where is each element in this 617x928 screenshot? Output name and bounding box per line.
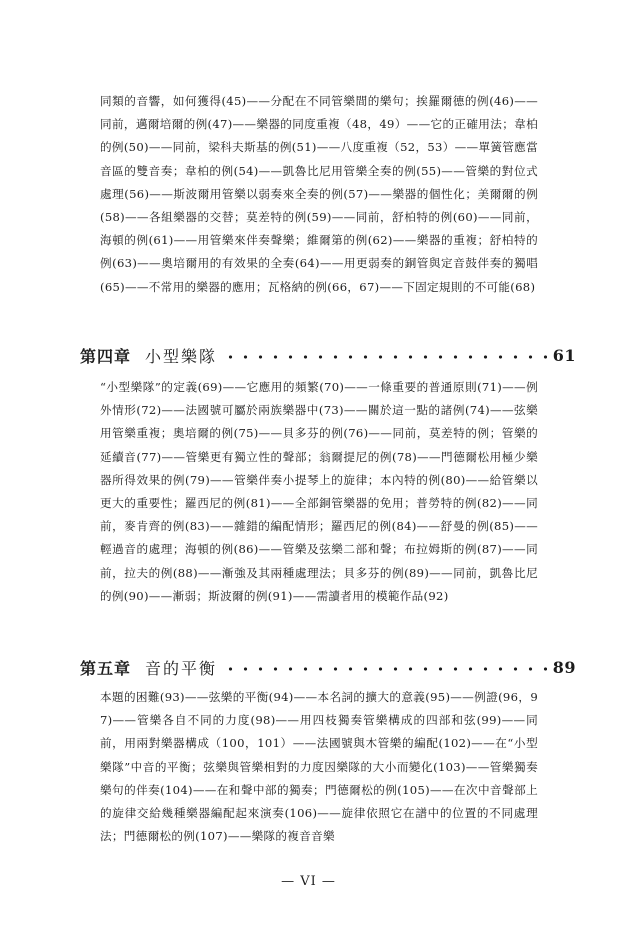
- toc-paragraph-chapter5: 本題的困難(93)——弦樂的平衡(94)——本名詞的擴大的意義(95)——例證(96，97)——管樂各自不同的力度(98)——用四枝獨奏管樂構成的四部和弦(99)——同前，用兩對樂器構成（100，101）——法國號與木管樂的編配(102)——在“小型樂隊”中音的平衡；弦樂與管樂相對的力度因樂隊的大小而變化(103)——管樂獨奏樂句的伴奏(104)——在和聲中部的獨奏；門德爾松的例(105)——在次中音聲部上的旋律交給幾種樂器編配起來演奏(106)——旋律依照它在譜中的位置的不同處理法；門德爾松的例(107)——樂隊的複音音樂: [100, 690, 538, 844]
- chapter-title: 音的平衡: [145, 658, 218, 678]
- toc-entry-chapter-5: [80, 652, 576, 682]
- chapter-number: 第五章: [80, 658, 132, 678]
- chapter-page-number: 61: [552, 345, 576, 365]
- toc-paragraph-chapter3-continued: 同類的音響，如何獲得(45)——分配在不同管樂間的樂句；挨羅爾德的例(46)——同前，邁爾培爾的例(47)——樂器的同度重複（48，49）——它的正確用法；韋柏的例(50)——同前，梁科夫斯基的例(51)——八度重複（52，53）——單簧管應當音區的雙音奏；韋柏的例(54)——凱魯比尼用管樂全奏的例(55)——管樂的對位式處理(56)——斯波爾用管樂以弱奏來全奏的例(57)——樂器的個性化；美爾爾的例(58)——各組樂器的交替；莫差特的例(59)——同前，舒柏特的例(60)——同前，海頓的例(61)——用管樂來伴奏聲樂；維爾第的例(62)——樂器的重複；舒柏特的例(63)——奧培爾用的有效果的全奏(64)——用更弱奏的銅管與定音鼓伴奏的獨唱(65)——不常用的樂器的應用；瓦格納的例(66，67)——下固定規則的不可能(68): [100, 94, 538, 294]
- chapter-title: 小型樂隊: [145, 346, 218, 366]
- page-folio: — VI —: [281, 874, 336, 889]
- chapter-number: 第四章: [80, 346, 132, 366]
- toc-paragraph-chapter4: “小型樂隊”的定義(69)——它應用的頻繁(70)——一條重要的普通原則(71)——例外情形(72)——法國號可屬於兩族樂器中(73)——關於這一點的諸例(74)——弦樂用管樂重複；奧培爾的例(75)——貝多芬的例(76)——同前，莫差特的例；管樂的延續音(77)——管樂更有獨立性的聲部；翁爾提尼的例(78)——門德爾松用極少樂器所得效果的例(79)——管樂伴奏小提琴上的旋律；本內特的例(80)——給管樂以更大的重要性；羅西尼的例(81)——全部銅管樂器的免用；普勞特的例(82)——同前，麥肯齊的例(83)——雜錯的編配情形；羅西尼的例(84)——舒曼的例(85)——輕過音的處理；海頓的例(86)——管樂及弦樂二部和聲；布拉姆斯的例(87)——同前，拉夫的例(88)——漸強及其兩種處理法；貝多芬的例(89)——同前，凱魯比尼的例(90)——漸弱；斯波爾的例(91)——需讀者用的模範作品(92): [100, 380, 538, 603]
- toc-entry-chapter-4: [80, 340, 576, 370]
- dot-leader: [223, 354, 547, 360]
- chapter-page-number: 89: [552, 657, 576, 677]
- dot-leader: [223, 666, 547, 672]
